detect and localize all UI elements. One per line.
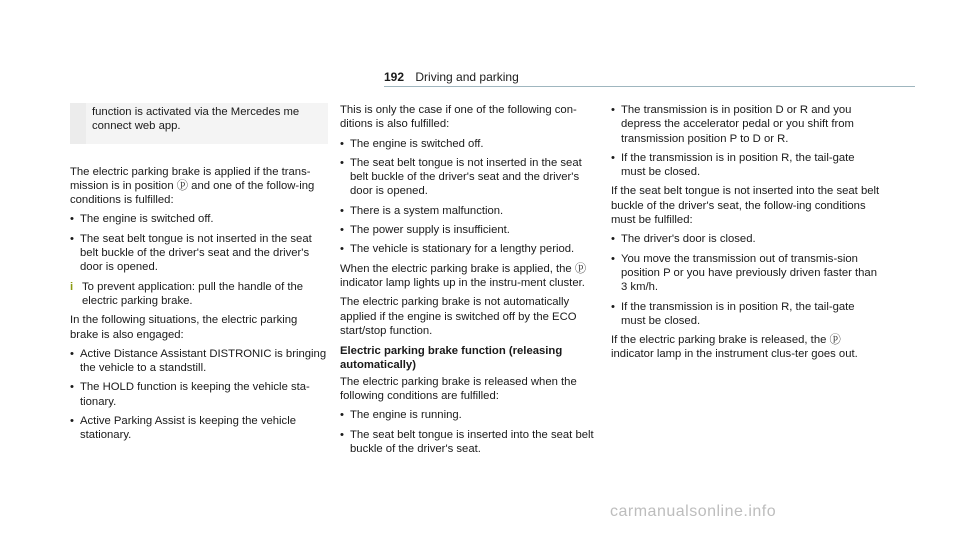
list-item: • The driver's door is closed. — [611, 232, 881, 246]
bullet-list — [340, 408, 600, 456]
paragraph: The electric parking brake is released when the following conditions are fulfilled: — [340, 375, 577, 403]
column-3 — [611, 103, 881, 367]
column-2 — [340, 103, 600, 461]
note-text: To prevent application: pull the handle of the electric parking brake. — [82, 280, 304, 307]
paragraph: If the seat belt tongue is not inserted into the seat belt buckle of the driver's seat, the follow-ing conditions must be fulfilled: — [611, 185, 880, 227]
page-header — [384, 70, 519, 84]
list-item: • The engine is running. — [340, 408, 600, 422]
page-number: 192 — [384, 70, 405, 84]
list-item: • Active Parking Assist is keeping the vehicle stationary. — [70, 414, 328, 443]
list-item: • The engine is switched off. — [70, 212, 328, 226]
paragraph: If the electric parking brake is released, the ⓟ indicator lamp in the instrument clus-ter goes out. — [611, 334, 858, 361]
section-title: Driving and parking — [415, 70, 519, 84]
list-item: • The engine is switched off. — [340, 137, 600, 151]
paragraph: When the electric parking brake is applied, the ⓟ indicator lamp lights up in the instru-ment cluster. — [340, 262, 587, 289]
list-item: • The power supply is insufficient. — [340, 223, 600, 237]
list-item: • The seat belt tongue is not inserted in the seat belt buckle of the driver's seat and the driver's door is opened. — [340, 156, 600, 199]
list-item: • If the transmission is in position R, the tail-gate must be closed. — [611, 300, 881, 329]
info-box — [70, 103, 328, 144]
column-1 — [70, 103, 328, 448]
list-item: • The seat belt tongue is inserted into the seat belt buckle of the driver's seat. — [340, 428, 600, 457]
paragraph: The electric parking brake is not automatically applied if the engine is switched off by the ECO start/stop function. — [340, 296, 577, 337]
bullet-list — [70, 212, 328, 274]
list-item: • You move the transmission out of transmis-sion position P or you have previously driven faster than 3 km/h. — [611, 252, 881, 295]
bullet-list — [70, 347, 328, 443]
info-icon: i — [70, 280, 74, 293]
info-box-text: function is activated via the Mercedes me connect web app. — [92, 106, 300, 133]
bullet-list — [611, 103, 881, 179]
list-item: • If the transmission is in position R, the tail-gate must be closed. — [611, 151, 881, 180]
watermark: carmanualsonline.info — [610, 503, 777, 520]
list-item: • The transmission is in position D or R and you depress the accelerator pedal or you shift from transmission position P to D or R. — [611, 103, 881, 146]
list-item: • The seat belt tongue is not inserted in the seat belt buckle of the driver's seat and the driver's door is opened. — [70, 232, 328, 275]
paragraph: The electric parking brake is applied if the trans-mission is in position ⓟ and one of the follow-ing conditions is fulfilled: — [70, 165, 315, 207]
bullet-list — [611, 232, 881, 328]
bullet-list — [340, 137, 600, 257]
header-divider — [384, 86, 915, 87]
list-item: • The HOLD function is keeping the vehicle sta-tionary. — [70, 380, 328, 409]
note — [70, 280, 328, 309]
paragraph: In the following situations, the electric parking brake is also engaged: — [70, 314, 298, 341]
list-item: • There is a system malfunction. — [340, 204, 600, 218]
list-item: • The vehicle is stationary for a lengthy period. — [340, 242, 600, 256]
paragraph: This is only the case if one of the following con-ditions is also fulfilled: — [340, 104, 577, 131]
section-heading: Electric parking brake function (releasing automatically) — [340, 345, 563, 372]
list-item: • Active Distance Assistant DISTRONIC is bringing the vehicle to a standstill. — [70, 347, 328, 376]
